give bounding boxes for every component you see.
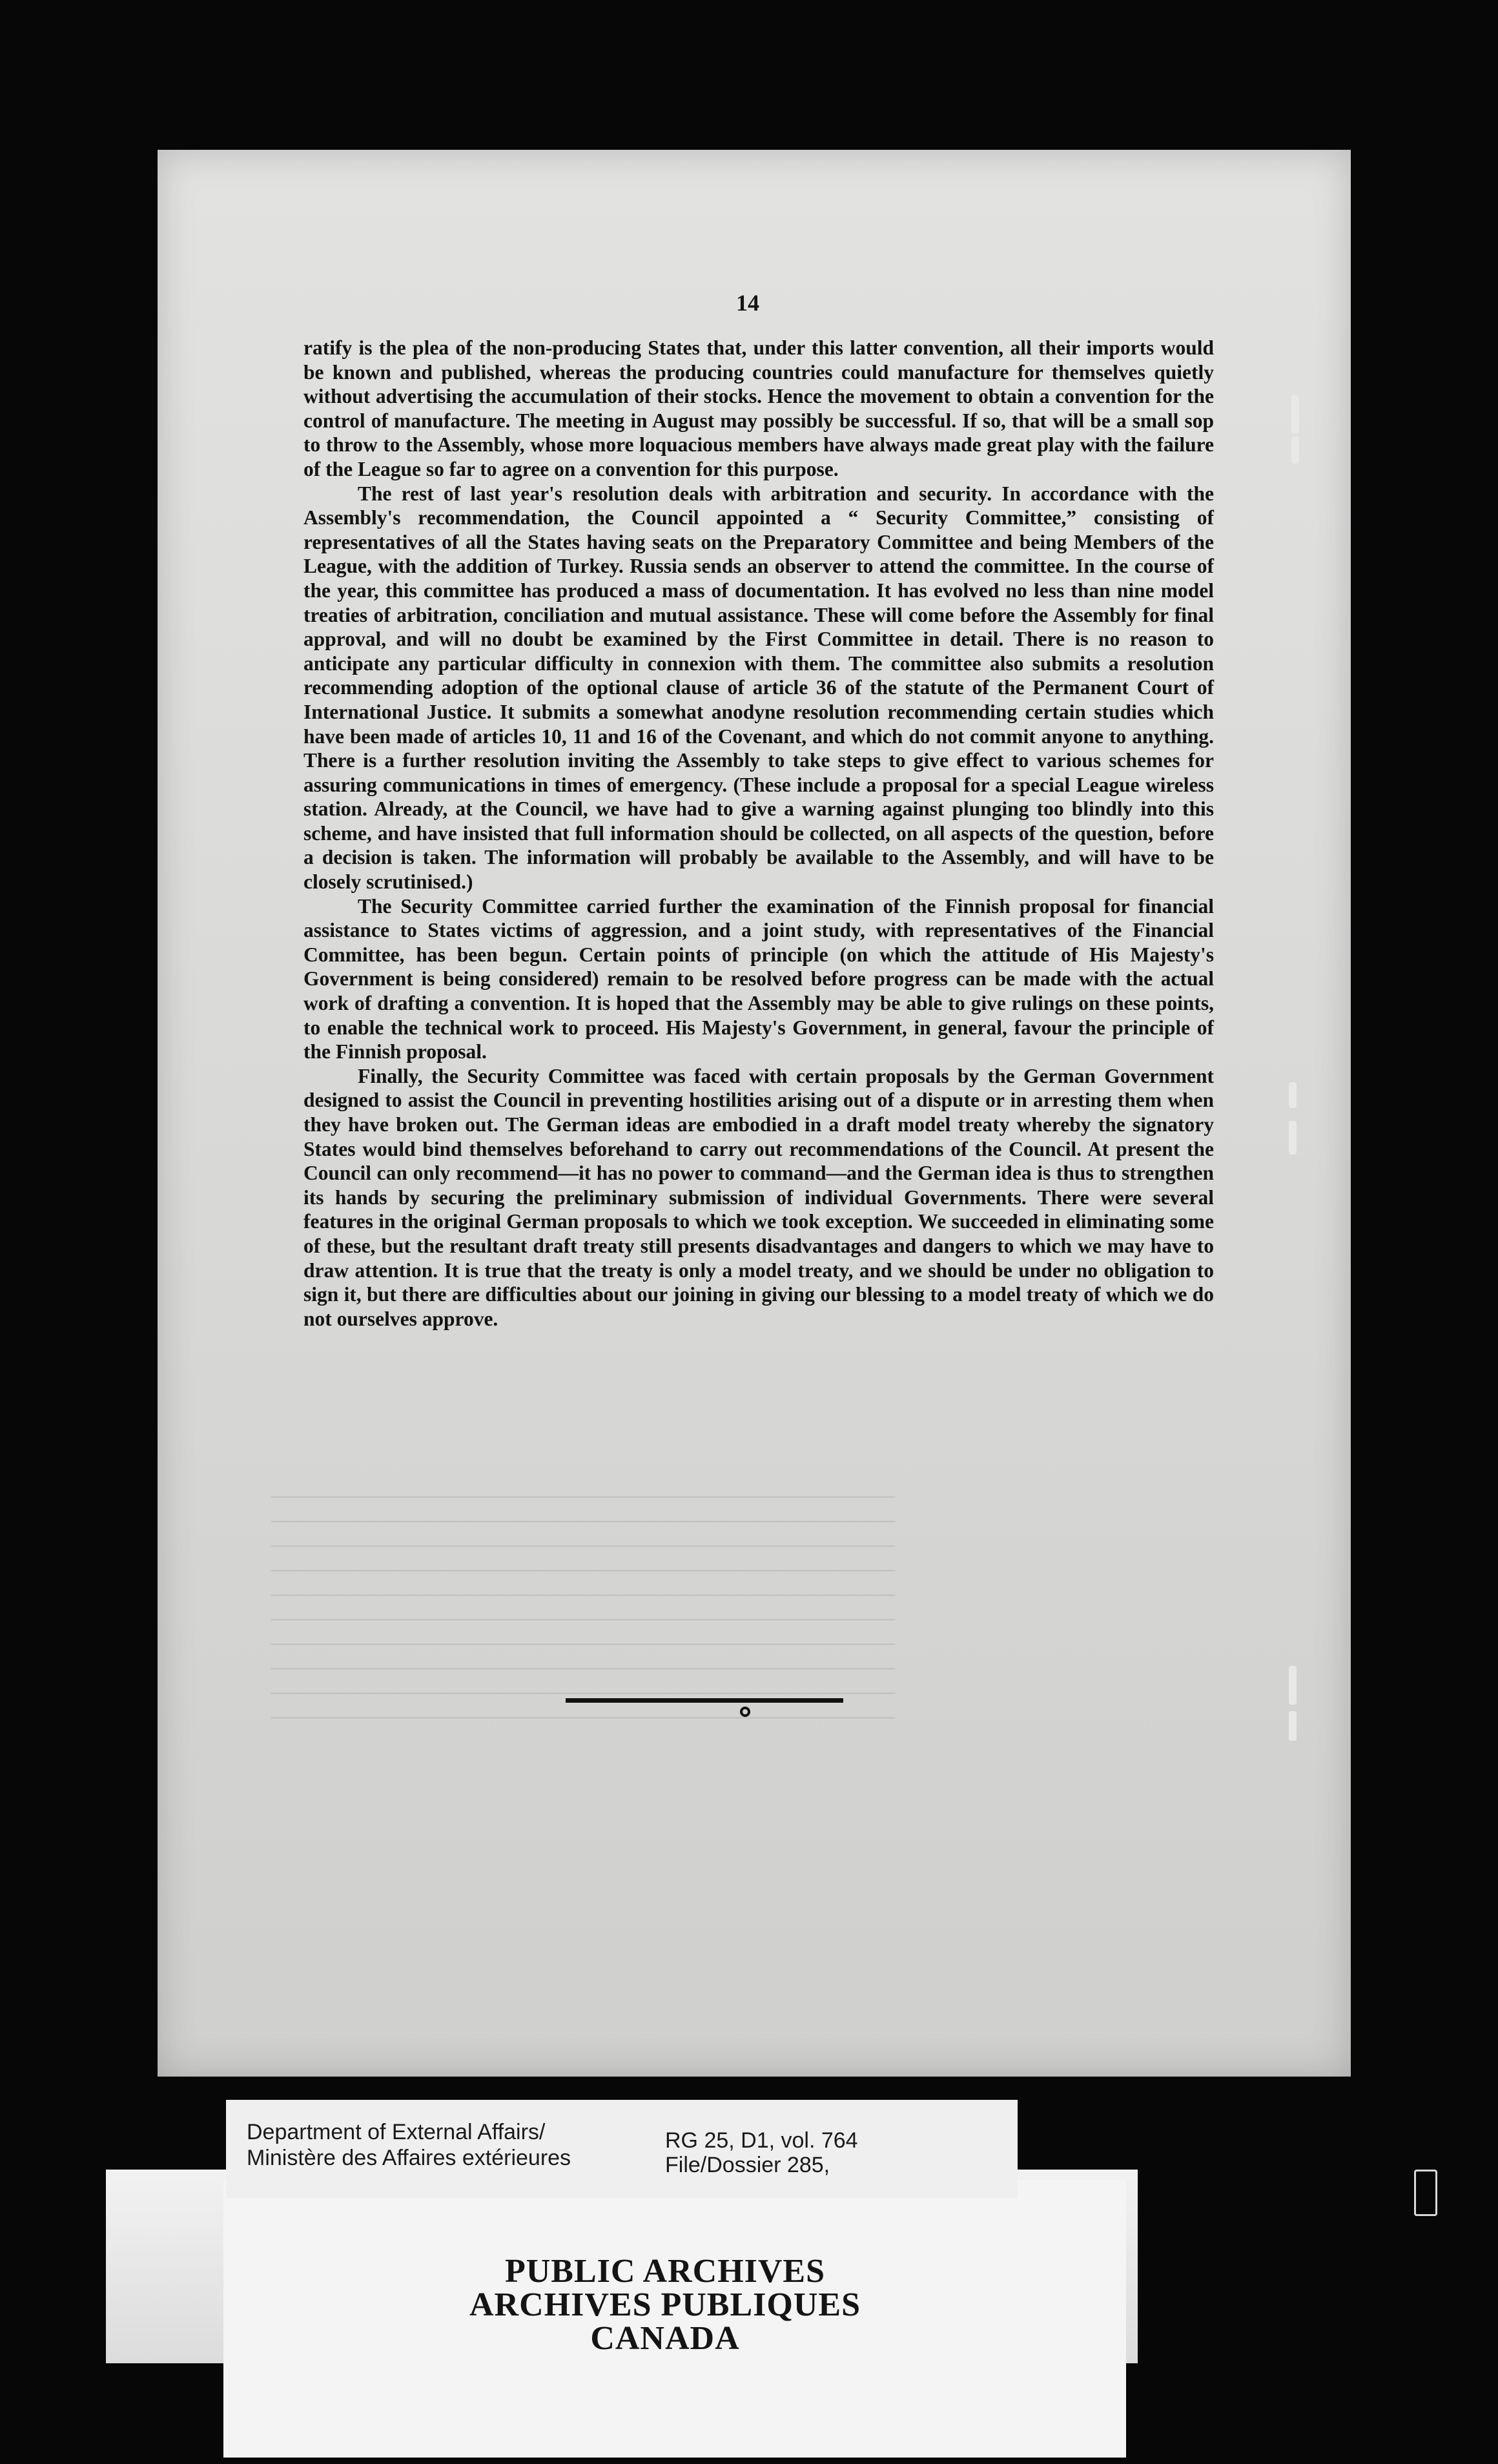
binding-mark: [1291, 395, 1299, 434]
divider-ornament: [740, 1707, 750, 1717]
paragraph: The rest of last year's resolution deals with arbitration and security. In accordance with the Assembly's recommendation, the Council appointed a “ Security Committee,” consisting of representatives of all the States having seats on the Preparatory Committee and being Members of the League, with the addition of Turkey. Russia sends an observer to attend the committee. In the course of the year, this committee has produced a mass of documentation. It has evolved no less than nine model treaties of arbitration, conciliation and mutual assistance. These will come before the Assembly for final approval, and will no doubt be examined by the First Committee in detail. There is no reason to anticipate any particular difficulty in connexion with them. The committee also submits a resolution recommending adoption of the optional clause of article 36 of the statute of the Permanent Court of International Justice. It submits a somewhat anodyne resolution recommending certain studies which have been made of articles 10, 11 and 16 of the Covenant, and which do not commit anyone to anything. There is a further resolution inviting the Assembly to take steps to give effect to various schemes for assuring communications in times of emergency. (These include a proposal for a special League wireless station. Already, at the Council, we have had to give a warning against plunging too blindly into this scheme, and have insisted that full information should be collected, on all aspects of the question, before a decision is taken. The information will probably be available to the Assembly, and will have to be closely scrutinised.): [303, 482, 1214, 894]
binding-mark: [1289, 1121, 1297, 1155]
archives-stamp: [374, 2255, 956, 2356]
department-french: Ministère des Affaires extérieures: [247, 2146, 571, 2170]
department-english: Department of External Affairs/: [247, 2120, 546, 2144]
document-body: [303, 336, 1214, 1331]
binding-mark: [1289, 1666, 1297, 1705]
stamp-line-english: PUBLIC ARCHIVES: [504, 2253, 826, 2290]
binding-mark: [1289, 1711, 1297, 1741]
section-divider: [566, 1698, 843, 1703]
stamp-line-french: ARCHIVES PUBLIQUES: [469, 2286, 861, 2323]
page-number: 14: [736, 290, 759, 316]
file-number: File/Dossier 285,: [665, 2153, 830, 2177]
paragraph: ratify is the plea of the non-producing States that, under this latter convention, all their imports would be known and published, whereas the producing countries could manufacture for themselves quietly without advertising the accumulation of their stocks. Hence the movement to obtain a convention for the control of manufacture. The meeting in August may possibly be successful. If so, that will be a small sop to throw to the Assembly, whose more loquacious members have always made great play with the failure of the League so far to agree on a convention for this purpose.: [303, 336, 1214, 480]
frame-marker: [1414, 2170, 1437, 2216]
binding-mark: [1289, 1082, 1297, 1108]
paragraph: Finally, the Security Committee was faced with certain proposals by the German Government designed to assist the Council in preventing hostilities arising out of a dispute or in arresting them when they have broken out. The German ideas are embodied in a draft model treaty whereby the signatory States would bind themselves beforehand to carry out recommendations of the Council. At present the Council can only recommend—it has no power to command—and the German idea is thus to strengthen its hands by securing the preliminary submission of individual Governments. There were several features in the original German proposals to which we took exception. We succeeded in eliminating some of these, but the resultant draft treaty still presents disadvantages and dangers to which we may have to draw attention. It is true that the treaty is only a model treaty, and we should be under no obligation to sign it, but there are difficulties about our joining in giving our blessing to a model treaty of which we do not ourselves approve.: [303, 1064, 1214, 1330]
department-label: [247, 2119, 571, 2171]
paragraph: The Security Committee carried further the examination of the Finnish proposal for financial assistance to States victims of aggression, and a joint study, with representatives of the Financial Committee, has been begun. Certain points of principle (on which the attitude of His Majesty's Government is being considered) remain to be resolved before progress can be made with the actual work of drafting a convention. It is hoped that the Assembly may be able to give rulings on these points, to enable the technical work to proceed. His Majesty's Government, in general, favour the principle of the Finnish proposal.: [303, 894, 1214, 1063]
record-group: RG 25, D1, vol. 764: [665, 2128, 858, 2153]
binding-mark: [1291, 436, 1299, 464]
reference-label: [665, 2128, 858, 2177]
archive-reference-label: [226, 2100, 1018, 2198]
stamp-line-country: CANADA: [590, 2320, 740, 2357]
